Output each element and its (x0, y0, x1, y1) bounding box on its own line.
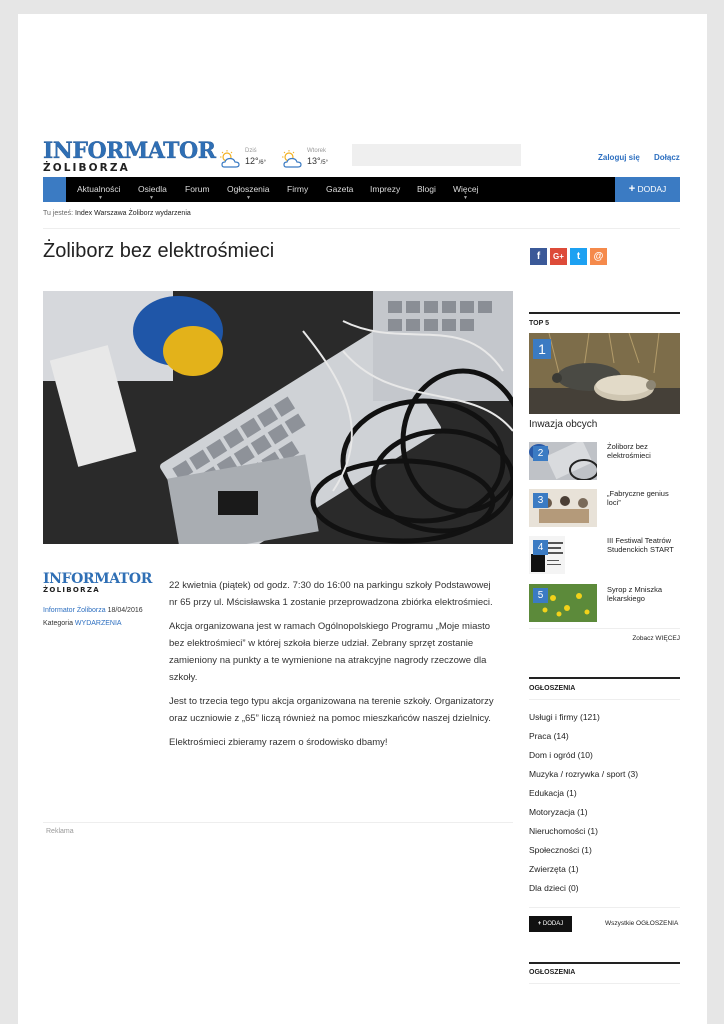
add-button[interactable] (615, 177, 680, 202)
breadcrumb-item[interactable]: wydarzenia (155, 210, 191, 217)
classifieds-category[interactable]: Praca (14) (529, 731, 569, 741)
weather-temp-low: /6° (258, 160, 267, 166)
article-paragraph: 22 kwietnia (piątek) od godz. 7:30 do 16:00 na parkingu szkoły Podstawowej nr 65 przy ul. Mścisławska 1 zostanie przeprowadzona zbiórka elektrośmieci. (169, 580, 493, 608)
classifieds-category[interactable]: Edukacja (1) (529, 788, 577, 798)
rank-badge: 5 (533, 588, 548, 603)
google-plus-icon[interactable]: G+ (550, 248, 567, 265)
nav-item-gazeta[interactable]: Gazeta (326, 184, 354, 194)
chevron-down-icon: ▼ (98, 195, 103, 201)
all-classifieds-link[interactable]: Wszystkie OGŁOSZENIA (605, 920, 679, 927)
article-body (169, 577, 499, 758)
classifieds-category[interactable]: Nieruchomości (1) (529, 826, 598, 836)
section-rule (529, 962, 680, 964)
weather-temp (245, 156, 266, 166)
nav-item-firmy[interactable]: Firmy (287, 184, 309, 194)
rank-badge: 3 (533, 493, 548, 508)
weather-day-label: Dziś (245, 148, 257, 154)
weather-temp (307, 156, 328, 166)
classifieds-category[interactable]: Zwierzęta (1) (529, 864, 579, 874)
top5-image-2[interactable] (529, 442, 597, 480)
classifieds-category[interactable]: Dom i ogród (10) (529, 750, 593, 760)
nav-item-imprezy[interactable]: Imprezy (370, 184, 401, 194)
breadcrumb-lead: Tu jesteś: (43, 210, 74, 217)
page (18, 14, 707, 1024)
breadcrumb-item[interactable]: Index (75, 210, 93, 217)
article-paragraph: Jest to trzecia tego typu akcja organizowana na terenie szkoły. Organizatorzy oraz uczniowie z „65” liczą również na pomoc mieszkańców naszej dzielnicy. (169, 696, 494, 724)
divider (43, 822, 513, 823)
breadcrumb-item[interactable]: Warszawa (94, 210, 127, 217)
partly-cloudy-icon (219, 150, 241, 170)
weather-temp-low: /5° (320, 160, 329, 166)
top5-title-3[interactable]: „Fabryczne genius loci” (607, 489, 669, 507)
chevron-down-icon: ▼ (463, 195, 468, 201)
author-logo (43, 572, 152, 594)
divider (529, 699, 680, 700)
nav-item-osiedla[interactable]: Osiedla (138, 184, 167, 194)
article-paragraph: Akcja organizowana jest w ramach Ogólnopolskiego Programu „Moje miasto bez elektrośmieci” w której szkoła bierze udział. Zebrany sprzęt zostanie zamieniony na punkty a te wymienione na atrakcyjne nagrody rzeczowe dla szkoły. (169, 621, 491, 683)
home-button[interactable] (43, 177, 66, 202)
classifieds-category[interactable]: Muzyka / rozrywka / sport (3) (529, 769, 639, 779)
nav-item-forum[interactable]: Forum (185, 184, 210, 194)
twitter-icon[interactable]: t (570, 248, 587, 265)
top5-image-4[interactable] (529, 536, 565, 574)
author-link[interactable]: Informator Żoliborza (43, 607, 106, 614)
top5-title-2[interactable]: Żoliborz bez elektrośmieci (607, 442, 651, 460)
nav-item-wiecej[interactable]: Więcej (453, 184, 479, 194)
add-classified-label: DODAJ (542, 921, 564, 927)
logo-top-text: INFORMATOR (43, 138, 216, 164)
rank-badge: 1 (533, 339, 551, 359)
top5-heading: TOP 5 (529, 320, 549, 327)
top5-title-1[interactable]: Inwazja obcych (529, 419, 598, 430)
section-rule (529, 312, 680, 314)
category-link[interactable]: WYDARZENIA (74, 620, 122, 627)
rank-badge: 4 (533, 540, 548, 555)
top5-image-5[interactable] (529, 584, 597, 622)
classifieds-category[interactable]: Dla dzieci (0) (529, 883, 579, 893)
breadcrumb (43, 210, 191, 217)
divider (43, 228, 680, 229)
main-nav (43, 177, 680, 202)
divider (529, 983, 680, 984)
category-label: Kategoria (43, 620, 73, 627)
nav-item-aktualnosci[interactable]: Aktualności (77, 184, 121, 194)
breadcrumb-item[interactable]: Żoliborz (128, 210, 154, 217)
page-title: Żoliborz bez elektrośmieci (43, 240, 275, 262)
add-button-label: DODAJ (637, 184, 667, 194)
site-logo[interactable] (43, 138, 216, 174)
article-hero-image (43, 291, 513, 544)
rank-badge: 2 (533, 446, 548, 461)
plus-icon: + (628, 183, 636, 195)
divider (529, 907, 680, 908)
top5-title-4[interactable]: III Festiwal Teatrów Studenckich START (607, 536, 674, 554)
classifieds-category[interactable]: Społeczności (1) (529, 845, 592, 855)
turtles-photo (529, 333, 680, 414)
weather-temp-high: 13° (307, 156, 321, 166)
e-waste-photo (43, 291, 513, 544)
weather-temp-high: 12° (245, 156, 259, 166)
search-input[interactable] (352, 144, 521, 166)
weather-day-label: Wtorek (307, 148, 327, 154)
article-date: 18/04/2016 (107, 607, 143, 614)
article-paragraph: Elektrośmieci zbieramy razem o środowisko dbamy! (169, 737, 388, 748)
join-link[interactable]: Dołącz (654, 153, 680, 162)
top5-image-1[interactable] (529, 333, 680, 414)
facebook-icon[interactable]: f (530, 248, 547, 265)
top5-title-5[interactable]: Syrop z Mniszka lekarskiego (607, 585, 663, 603)
chevron-down-icon: ▼ (246, 195, 251, 201)
email-icon[interactable]: @ (590, 248, 607, 265)
see-more-link[interactable]: Zobacz WIĘCEJ (632, 635, 680, 642)
add-classified-button[interactable] (529, 916, 572, 932)
author-meta (43, 604, 143, 630)
chevron-down-icon: ▼ (149, 195, 154, 201)
classifieds-heading-2: OGŁOSZENIA (529, 969, 576, 976)
plus-icon: + (537, 921, 542, 927)
ads-label: Reklama (46, 828, 74, 835)
author-logo-bottom: ŻOLIBORZA (43, 586, 100, 594)
classifieds-heading: OGŁOSZENIA (529, 685, 576, 692)
author-logo-top: INFORMATOR (43, 571, 152, 587)
nav-item-blogi[interactable]: Blogi (417, 184, 436, 194)
nav-item-ogloszenia[interactable]: Ogłoszenia (227, 184, 270, 194)
section-rule (529, 677, 680, 679)
classifieds-category[interactable]: Usługi i firmy (121) (529, 712, 600, 722)
partly-cloudy-icon (281, 150, 303, 170)
login-link[interactable]: Zaloguj się (598, 153, 640, 162)
logo-bottom-text: ŻOLIBORZA (43, 162, 130, 174)
divider (529, 628, 680, 629)
classifieds-category[interactable]: Motoryzacja (1) (529, 807, 588, 817)
top5-image-3[interactable] (529, 489, 597, 527)
